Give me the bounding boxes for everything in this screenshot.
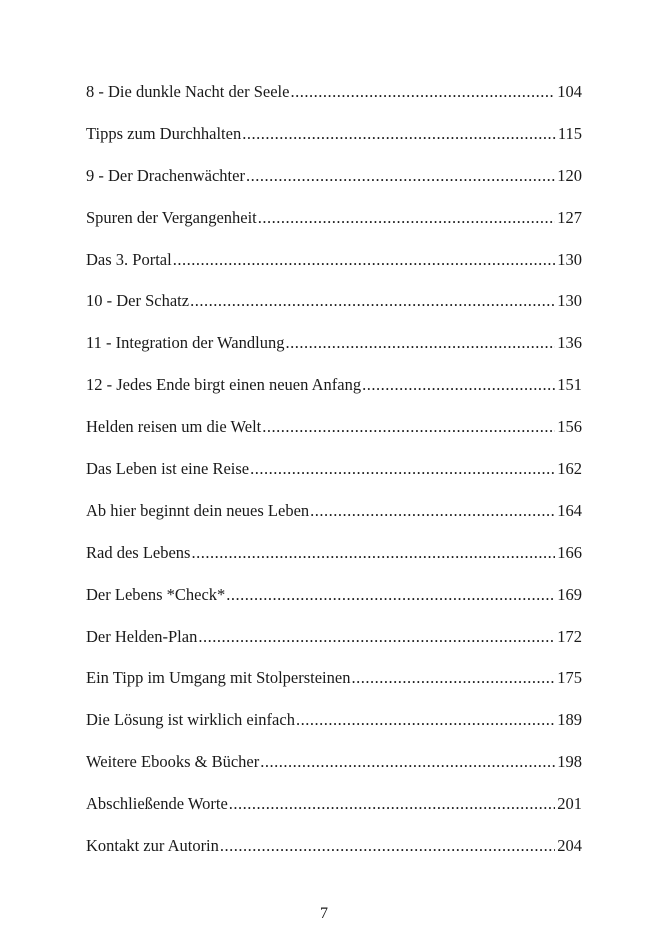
toc-entry-page: 130 [557, 249, 582, 269]
toc-entry-page: 169 [557, 584, 582, 604]
toc-entry-page: 164 [557, 500, 582, 520]
toc-entry [86, 708, 582, 750]
toc-entry-page: 166 [557, 542, 582, 562]
dot-leader [246, 164, 555, 188]
toc-entry [86, 373, 582, 415]
table-of-contents [86, 80, 582, 876]
toc-entry-title: 11 - Integration der Wandlung [86, 333, 285, 353]
toc-entry-title: 9 - Der Drachenwächter [86, 165, 245, 185]
dot-leader [190, 289, 555, 313]
toc-entry-title: 10 - Der Schatz [86, 291, 190, 311]
dot-leader [226, 583, 555, 607]
toc-entry-page: 198 [557, 752, 582, 772]
toc-entry-page: 115 [557, 123, 582, 143]
dot-leader [351, 666, 555, 690]
dot-leader [191, 541, 555, 565]
toc-entry-title: Helden reisen um die Welt [86, 417, 262, 437]
dot-leader [310, 499, 555, 523]
toc-entry-title: 8 - Die dunkle Nacht der Seele [86, 82, 290, 101]
toc-entry [86, 415, 582, 457]
toc-entry [86, 164, 582, 206]
dot-leader [220, 834, 555, 858]
toc-entry [86, 457, 582, 499]
toc-entry-title: Ein Tipp im Umgang mit Stolpersteinen [86, 668, 351, 688]
toc-entry-page: 201 [557, 794, 582, 814]
toc-entry [86, 499, 582, 541]
toc-entry-title: Der Lebens *Check* [86, 584, 226, 604]
toc-entry-page: 130 [557, 291, 582, 311]
toc-entry-page: 172 [557, 626, 582, 646]
dot-leader [362, 373, 555, 397]
toc-entry [86, 666, 582, 708]
toc-entry [86, 583, 582, 625]
dot-leader [262, 415, 555, 439]
toc-entry [86, 80, 582, 122]
toc-entry-title: Kontakt zur Autorin [86, 836, 219, 856]
toc-entry-title: Der Helden-Plan [86, 626, 198, 646]
toc-entry-title: Das Leben ist eine Reise [86, 459, 250, 479]
toc-entry [86, 248, 582, 290]
toc-entry-title: Rad des Lebens [86, 542, 191, 562]
dot-leader [173, 248, 556, 272]
toc-entry [86, 541, 582, 583]
toc-entry-title: Ab hier beginnt dein neues Leben [86, 500, 310, 520]
toc-entry [86, 625, 582, 667]
toc-entry-title: Tipps zum Durchhalten [86, 123, 242, 143]
dot-leader [198, 625, 555, 649]
dot-leader [229, 792, 555, 816]
toc-entry-title: Weitere Ebooks & Bücher [86, 752, 260, 772]
dot-leader [242, 122, 556, 146]
toc-entry-page: 136 [557, 333, 582, 353]
toc-entry-title: Abschließende Worte [86, 794, 228, 814]
toc-entry-page: 189 [557, 710, 582, 730]
page-number: 7 [320, 905, 328, 922]
toc-entry-page: 127 [557, 207, 582, 227]
dot-leader [290, 80, 555, 104]
dot-leader [250, 457, 555, 481]
toc-entry [86, 289, 582, 331]
toc-entry-page: 120 [557, 165, 582, 185]
toc-entry [86, 834, 582, 876]
toc-entry [86, 206, 582, 248]
toc-entry-page: 151 [557, 375, 582, 395]
dot-leader [258, 206, 555, 230]
toc-entry [86, 331, 582, 373]
toc-entry [86, 122, 582, 164]
toc-entry-title: Die Lösung ist wirklich einfach [86, 710, 295, 730]
toc-entry-title: 12 - Jedes Ende birgt einen neuen Anfang [86, 375, 362, 395]
toc-entry-page: 204 [557, 836, 582, 856]
toc-entry-page: 175 [557, 668, 582, 688]
dot-leader [260, 750, 555, 774]
toc-entry-page: 104 [557, 82, 582, 101]
dot-leader [296, 708, 555, 732]
dot-leader [285, 331, 555, 355]
toc-entry-title: Spuren der Vergangenheit [86, 207, 257, 227]
toc-entry-page: 162 [557, 459, 582, 479]
toc-entry [86, 750, 582, 792]
toc-entry-page: 156 [557, 417, 582, 437]
toc-entry-title: Das 3. Portal [86, 249, 172, 269]
toc-entry [86, 792, 582, 834]
